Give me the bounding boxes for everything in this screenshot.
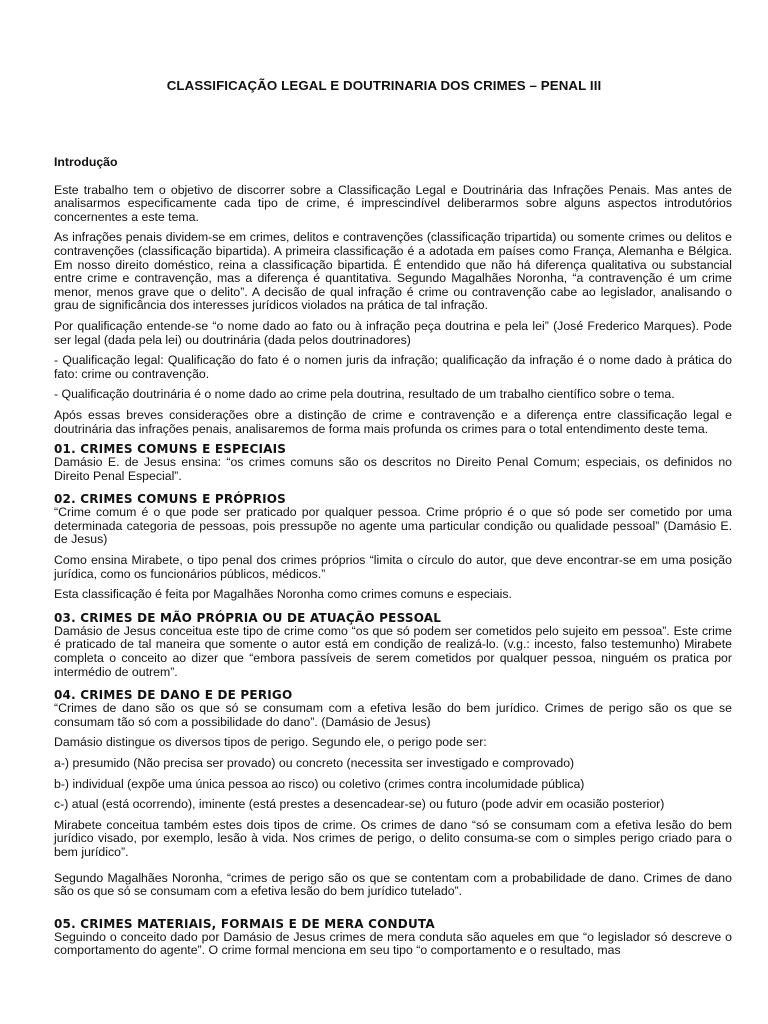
intro-paragraph: - Qualificação doutrinária é o nome dado ao crime pela doutrina, resultado de um trabalho científico sobre o tema. — [54, 387, 675, 402]
section-paragraph: Seguindo o conceito dado por Damásio de Jesus crimes de mera conduta são aqueles em que “o legislador só descreve o comportamento do agente”. O crime formal menciona em seu tipo “o comportamento e o resultado, mas — [54, 929, 732, 958]
section-heading: 05. CRIMES MATERIAIS, FORMAIS E DE MERA CONDUTA — [54, 916, 435, 931]
intro-paragraph: Após essas breves considerações obre a distinção de crime e contravenção e a diferença entre classificação legal e doutrinária das infrações penais, analisaremos de forma mais profunda os crimes para o total entendimento deste tema. — [54, 407, 732, 436]
section-heading: 02. CRIMES COMUNS E PRÓPRIOS — [54, 492, 287, 507]
list-item: c-) atual (está ocorrendo), iminente (está prestes a desencadear-se) ou futuro (pode advir em ocasião posterior) — [54, 797, 665, 812]
section-paragraph: Como ensina Mirabete, o tipo penal dos crimes próprios “limita o círculo do autor, que deve encontrar-se em uma posição jurídica, como os funcionários públicos, médicos.” — [54, 553, 732, 581]
document-title: CLASSIFICAÇÃO LEGAL E DOUTRINARIA DOS CRIMES – PENAL III — [166, 78, 602, 93]
intro-heading: Introdução — [54, 155, 118, 169]
document-body — [54, 156, 732, 958]
section-paragraph: Damásio distingue os diversos tipos de perigo. Segundo ele, o perigo pode ser: — [54, 735, 487, 750]
intro-paragraph: Este trabalho tem o objetivo de discorrer sobre a Classificação Legal e Doutrinária das Infrações Penais. Mas antes de analisarmos especificamente cada tipo de crime, é imprescindível deliberarmos sobre alguns aspectos introdutórios concernentes a este tema. — [54, 182, 732, 224]
section-heading: 01. CRIMES COMUNS E ESPECIAIS — [54, 442, 287, 457]
list-item: b-) individual (expõe uma única pessoa ao risco) ou coletivo (crimes contra incolumidade pública) — [54, 776, 585, 791]
section-paragraph: “Crime comum é o que pode ser praticado por qualquer pessoa. Crime próprio é o que só pode ser cometido por uma determinada categoria de pessoas, pois pressupõe no agente uma particular condição ou qualidade pessoal” (Damásio E. de Jesus) — [54, 505, 732, 547]
spacer — [54, 860, 732, 872]
section-paragraph: Damásio de Jesus conceitua este tipo de crime como “os que só podem ser cometidos pelo sujeito em pessoa”. Este crime é praticado de tal maneira que somente o autor está em condição de realizá-lo. (v.g.: incesto, falso testemunho) Mirabete completa o conceito ao dizer que “embora passíveis de serem cometidos por qualquer pessoa, ninguém os pratica por intermédio de outrem”. — [54, 623, 732, 679]
section-paragraph: Segundo Magalhães Noronha, “crimes de perigo são os que se contentam com a probabilidade de dano. Crimes de dano são os que só se consumam com a efetiva lesão do bem jurídico tutelado”. — [54, 870, 732, 899]
section-heading: 04. CRIMES DE DANO E DE PERIGO — [54, 688, 293, 703]
section-paragraph: Mirabete conceitua também estes dois tipos de crime. Os crimes de dano “só se consumam com a efetiva lesão do bem jurídico visado, por exemplo, lesão à vida. Nos crimes de perigo, o delito consuma-se com o simples perigo criado para o bem jurídico”. — [54, 817, 732, 859]
section-paragraph: Damásio E. de Jesus ensina: “os crimes comuns são os descritos no Direito Penal Comum; especiais, os definidos no Direito Penal Especial”. — [54, 455, 732, 483]
section-heading: 03. CRIMES DE MÃO PRÓPRIA OU DE ATUAÇÃO PESSOAL — [54, 610, 442, 625]
section-paragraph: Esta classificação é feita por Magalhães Noronha como crimes comuns e especiais. — [54, 587, 512, 602]
intro-paragraph: Por qualificação entende-se “o nome dado ao fato ou à infração peça doutrina e pela lei” (José Frederico Marques). Pode ser legal (dada pela lei) ou doutrinária (dada pelos doutrinadores) — [54, 318, 732, 347]
spacer — [54, 899, 732, 911]
section-paragraph: “Crimes de dano são os que só se consumam com a efetiva lesão do bem jurídico. Crimes de perigo são os que se consumam tão só com a possibilidade do dano”. (Damásio de Jesus) — [54, 701, 732, 729]
list-item: a-) presumido (Não precisa ser provado) ou concreto (necessita ser investigado e comprovado) — [54, 756, 575, 770]
intro-paragraph: - Qualificação legal: Qualificação do fato é o nomen juris da infração; qualificação da infração é o nome dado à prática do fato: crime ou contravenção. — [54, 353, 732, 381]
intro-paragraph: As infrações penais dividem-se em crimes, delitos e contravenções (classificação tripartida) ou somente crimes ou delitos e contravenções (classificação bipartida). A primeira classificação é a adotada em países como França, Alemanha e Bélgica. Em nosso direito doméstico, reina a classificação bipartida. É entendido que não há diferença qualitativa ou substancial entre crime e contravenção, mas a diferença é quantitativa. Segundo Magalhães Noronha, “a contravenção é um crime menor, menos grave que o delito”. A decisão de qual infração é crime ou contravenção cabe ao legislador, analisando o grau de significância dos interesses jurídicos violados na prática de tal infração. — [54, 230, 732, 313]
